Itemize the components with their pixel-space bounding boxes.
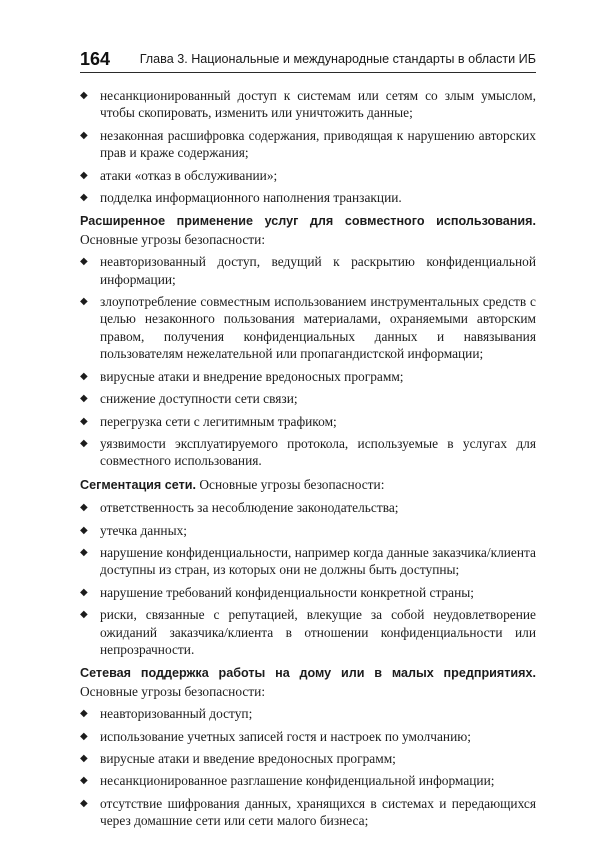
section-3	[80, 664, 536, 829]
list-item-text: несанкционированный доступ к системам или сетям со злым умыслом, чтобы скопировать, изменить или уничтожить данные;	[100, 88, 536, 121]
list-item-text: злоупотребление совместным использованием инструментальных средств с целью незаконного пользования материалами, охраняемыми авторским правом, получения конфиденциальных данных и навязывания пользователям нежелательной или пропагандистской информации;	[100, 294, 536, 362]
page-number: 164	[80, 49, 111, 69]
section-heading: Сетевая поддержка работы на дому или в малых предприятиях.	[80, 666, 536, 681]
list-item	[80, 522, 536, 539]
list-item	[80, 584, 536, 601]
diamond-bullet-icon: ◆	[80, 370, 88, 382]
list-item-text: риски, связанные с репутацией, влекущие за собой неудовлетворение ожиданий заказчика/клиента в отношении конфиденциальности или непрозрачности.	[100, 607, 536, 657]
diamond-bullet-icon: ◆	[80, 730, 88, 742]
list-item	[80, 390, 536, 407]
section-0	[80, 87, 536, 206]
list-item-text: незаконная расшифровка содержания, приводящая к нарушению авторских прав и краже содержания;	[100, 127, 536, 161]
list-item-text: неавторизованный доступ, ведущий к раскрытию конфиденциальной информации;	[100, 254, 536, 287]
diamond-bullet-icon: ◆	[80, 90, 88, 101]
diamond-bullet-icon: ◆	[80, 708, 88, 720]
list-item	[80, 87, 536, 122]
list-item-text: атаки «отказ в обслуживании»;	[100, 167, 278, 183]
list-item-text: вирусные атаки и внедрение вредоносных программ;	[100, 368, 404, 384]
list-item	[80, 772, 536, 789]
list-item-text: вирусные атаки и введение вредоносных программ;	[100, 751, 396, 766]
page-body	[80, 87, 536, 835]
list-item	[80, 253, 536, 288]
section-1	[80, 212, 536, 469]
list-item	[80, 705, 536, 722]
list-item	[80, 750, 536, 767]
list-item-text: нарушение требований конфиденциальности конкретной страны;	[100, 584, 474, 600]
list-item-text: использование учетных записей гостя и настроек по умолчанию;	[100, 728, 471, 744]
list-item-text: ответственность за несоблюдение законодательства;	[100, 500, 399, 516]
list-item-text: перегрузка сети с легитимным трафиком;	[100, 413, 337, 429]
list-item	[80, 127, 536, 162]
list-item	[80, 499, 536, 516]
section-2	[80, 476, 536, 659]
list-item-text: нарушение конфиденциальности, например когда данные заказчика/клиента доступны из стран, из которых они не должны быть доступны;	[100, 544, 536, 578]
list-item	[80, 413, 536, 430]
list-item-text: утечка данных;	[100, 522, 187, 538]
diamond-bullet-icon: ◆	[80, 546, 88, 558]
diamond-bullet-icon: ◆	[80, 393, 88, 405]
diamond-bullet-icon: ◆	[80, 415, 88, 427]
diamond-bullet-icon: ◆	[80, 586, 88, 598]
diamond-bullet-icon: ◆	[80, 437, 88, 449]
list-item-text: снижение доступности сети связи;	[100, 391, 298, 407]
diamond-bullet-icon: ◆	[80, 524, 88, 536]
list-item	[80, 293, 536, 363]
diamond-bullet-icon: ◆	[80, 169, 88, 181]
list-item-text: подделка информационного наполнения транзакции.	[100, 190, 402, 206]
list-item	[80, 368, 536, 385]
section-intro	[80, 476, 536, 494]
list-item	[80, 544, 536, 579]
list-item	[80, 167, 536, 184]
list-item	[80, 189, 536, 206]
list-item	[80, 435, 536, 470]
section-intro-text: Основные угрозы безопасности:	[196, 476, 385, 492]
list-item-text: уязвимости эксплуатируемого протокола, используемые в услугах для совместного использования.	[100, 435, 536, 469]
diamond-bullet-icon: ◆	[80, 256, 88, 268]
list-item	[80, 606, 536, 658]
section-intro-text: Основные угрозы безопасности:	[80, 231, 266, 247]
list-item	[80, 795, 536, 830]
list-item-text: отсутствие шифрования данных, хранящихся в системах и передающихся через домашние сети или сети малого бизнеса;	[100, 795, 536, 829]
section-intro-text: Основные угрозы безопасности:	[80, 683, 266, 699]
page-header	[80, 48, 536, 74]
list-item-text: неавторизованный доступ;	[100, 706, 253, 722]
diamond-bullet-icon: ◆	[80, 502, 88, 514]
header-rule	[80, 72, 536, 73]
diamond-bullet-icon: ◆	[80, 129, 88, 141]
running-title: Глава 3. Национальные и международные стандарты в области ИБ	[139, 52, 536, 66]
diamond-bullet-icon: ◆	[80, 753, 88, 764]
section-intro	[80, 212, 536, 248]
diamond-bullet-icon: ◆	[80, 296, 88, 308]
diamond-bullet-icon: ◆	[80, 797, 88, 809]
section-heading: Расширенное применение услуг для совместного использования.	[80, 214, 536, 229]
section-intro	[80, 664, 536, 700]
list-item-text: несанкционированное разглашение конфиденциальной информации;	[100, 773, 495, 789]
list-item	[80, 728, 536, 745]
diamond-bullet-icon: ◆	[80, 775, 88, 787]
diamond-bullet-icon: ◆	[80, 609, 88, 621]
diamond-bullet-icon: ◆	[80, 192, 88, 204]
section-heading: Сегментация сети.	[80, 477, 197, 492]
